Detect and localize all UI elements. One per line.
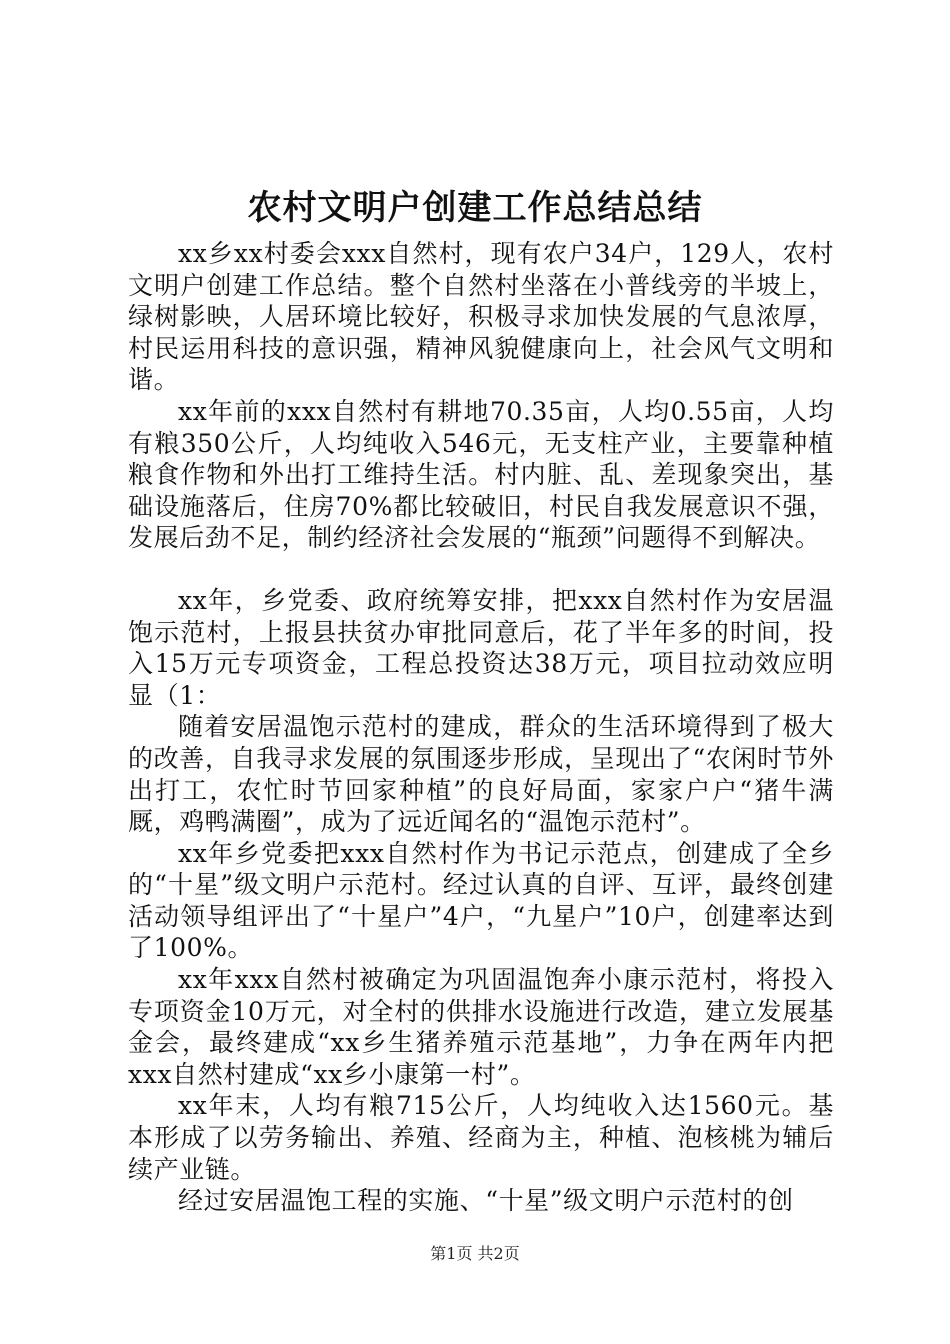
paragraph-intro: xx乡xx村委会xxx自然村，现有农户34户，129人，农村文明户创建工作总结。整个自然村坐落在小普线旁的半坡上，绿树影映，人居环境比较好，积极寻求加快发展的气息浓厚，村民运用科技的意识强，精神风貌健康向上，社会风气文明和谐。: [128, 239, 834, 395]
paragraph-results: 随着安居温饱示范村的建成，群众的生活环境得到了极大的改善，自我寻求发展的氛围逐步形成，呈现出了“农闲时节外出打工，农忙时节回家种植”的良好局面，家家户户“猪牛满厩，鸡鸭满圈”，成为了远近闻名的“温饱示范村”。: [128, 712, 834, 837]
page-number-footer: 第1页 共2页: [430, 1244, 520, 1263]
paragraph-project: xx年，乡党委、政府统筹安排，把xxx自然村作为安居温饱示范村，上报县扶贫办审批同意后，花了半年多的时间，投入15万元专项资金，工程总投资达38万元，项目拉动效应明显（1：: [128, 585, 834, 710]
paragraph-ten-star: xx年乡党委把xxx自然村作为书记示范点，创建成了全乡的“十星”级文明户示范村。经过认真的自评、互评，最终创建活动领导组评出了“十星户”4户，“九星户”10户，创建率达到了100%。: [128, 838, 834, 963]
paragraph-continuation: 经过安居温饱工程的实施、“十星”级文明户示范村的创: [178, 1186, 794, 1216]
paragraph-history: xx年前的xxx自然村有耕地70.35亩，人均0.55亩，人均有粮350公斤，人均纯收入546元，无支柱产业，主要靠种植粮食作物和外出打工维持生活。村内脏、乱、差现象突出，基础设施落后，住房70%都比较破旧，村民自我发展意识不强，发展后劲不足，制约经济社会发展的“瓶颈”问题得不到解决。: [128, 396, 834, 553]
document-body: [128, 238, 834, 1217]
document-title: 农村文明户创建工作总结总结: [247, 188, 703, 228]
paragraph-xiaokang: xx年xxx自然村被确定为巩固温饱奔小康示范村，将投入专项资金10万元，对全村的供排水设施进行改造，建立发展基金会，最终建成“xx乡生猪养殖示范基地”，力争在两年内把xxx自然村建成“xx乡小康第一村”。: [128, 965, 834, 1089]
paragraph-year-end: xx年末，人均有粮715公斤，人均纯收入达1560元。基本形成了以劳务输出、养殖、经商为主，种植、泡核桃为辅后续产业链。: [128, 1091, 834, 1184]
